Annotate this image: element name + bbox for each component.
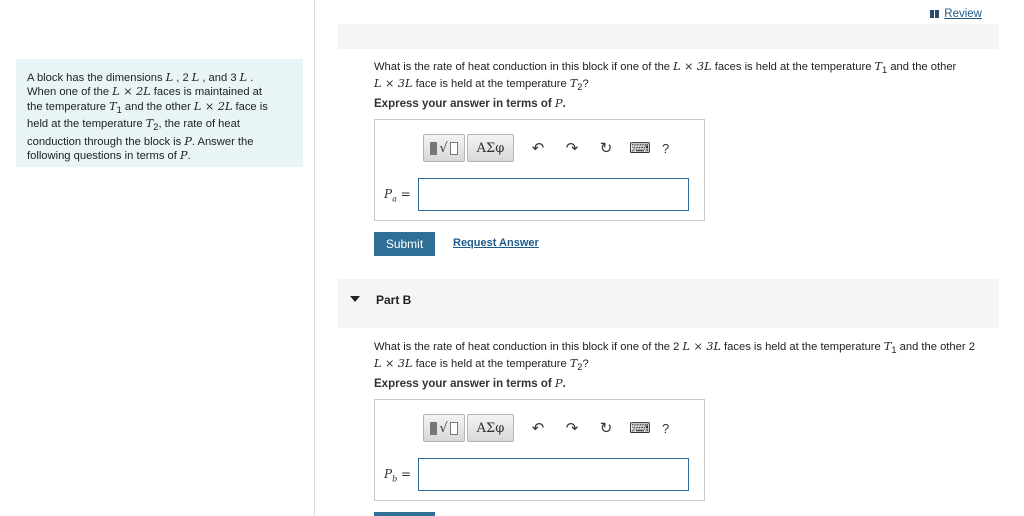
reset-icon[interactable]: ↻ bbox=[599, 140, 613, 157]
undo-icon[interactable]: ↶ bbox=[531, 140, 545, 157]
part-a-express-instruction: Express your answer in terms of P. bbox=[374, 96, 566, 110]
undo-icon[interactable]: ↶ bbox=[531, 420, 545, 437]
redo-icon[interactable]: ↷ bbox=[565, 140, 579, 157]
review-link[interactable] bbox=[930, 8, 982, 20]
part-b-header-band bbox=[338, 279, 999, 328]
part-b-answer-input[interactable] bbox=[418, 458, 689, 491]
redo-icon[interactable]: ↷ bbox=[565, 420, 579, 437]
symbols-button[interactable]: ΑΣφ bbox=[467, 134, 514, 162]
part-b-answer-label: $P_b$ = bbox=[384, 467, 412, 484]
template-square-icon bbox=[450, 422, 458, 435]
part-a-request-answer-link[interactable]: Request Answer bbox=[453, 237, 539, 249]
part-a-answer-label: $P_a$ = bbox=[384, 187, 411, 204]
part-a-header-band bbox=[338, 24, 999, 49]
part-b-express-instruction: Express your answer in terms of P. bbox=[374, 376, 566, 390]
template-square-icon bbox=[430, 142, 437, 155]
collapse-triangle-icon[interactable] bbox=[350, 296, 360, 302]
pane-divider bbox=[314, 0, 315, 516]
part-b-answer-box bbox=[374, 399, 705, 501]
keyboard-icon[interactable]: ⌨ bbox=[629, 140, 651, 157]
review-label: Review bbox=[944, 8, 982, 20]
reset-icon[interactable]: ↻ bbox=[599, 420, 613, 437]
part-b-math-toolbar bbox=[423, 414, 669, 442]
part-a-answer-box bbox=[374, 119, 705, 221]
part-a-submit-button[interactable]: Submit bbox=[374, 232, 435, 256]
template-square-icon bbox=[450, 142, 458, 155]
part-a-math-toolbar bbox=[423, 134, 669, 162]
templates-button[interactable]: √ bbox=[423, 414, 465, 442]
part-a-answer-input[interactable] bbox=[418, 178, 689, 211]
part-b-question: What is the rate of heat conduction in this block if one of the 2 L × 3L faces is held at the temperature $T_1$ and the other 2 L × 3L face is held at the temperature $T_2$? bbox=[374, 340, 975, 373]
part-a-question: What is the rate of heat conduction in this block if one of the L × 3L faces is held at the temperature $T_1$ and the other L × 3L face is held at the temperature $T_2$? bbox=[374, 60, 957, 93]
templates-button[interactable]: √ bbox=[423, 134, 465, 162]
review-icon bbox=[930, 10, 939, 18]
keyboard-icon[interactable]: ⌨ bbox=[629, 420, 651, 437]
part-b-submit-button[interactable] bbox=[374, 512, 435, 516]
problem-intro: A block has the dimensions L , 2 L , and 3 L . When one of the L × 2L faces is maintained at the temperature $T_1$ and the other L × 2L face is held at the temperature $T_2$, the rate of heat conduction through the block is P. Answer the following questions in terms of P. bbox=[16, 59, 303, 167]
part-b-title: Part B bbox=[376, 293, 412, 307]
help-icon[interactable]: ? bbox=[662, 420, 670, 436]
help-icon[interactable]: ? bbox=[662, 140, 670, 156]
symbols-button[interactable]: ΑΣφ bbox=[467, 414, 514, 442]
template-square-icon bbox=[430, 422, 437, 435]
